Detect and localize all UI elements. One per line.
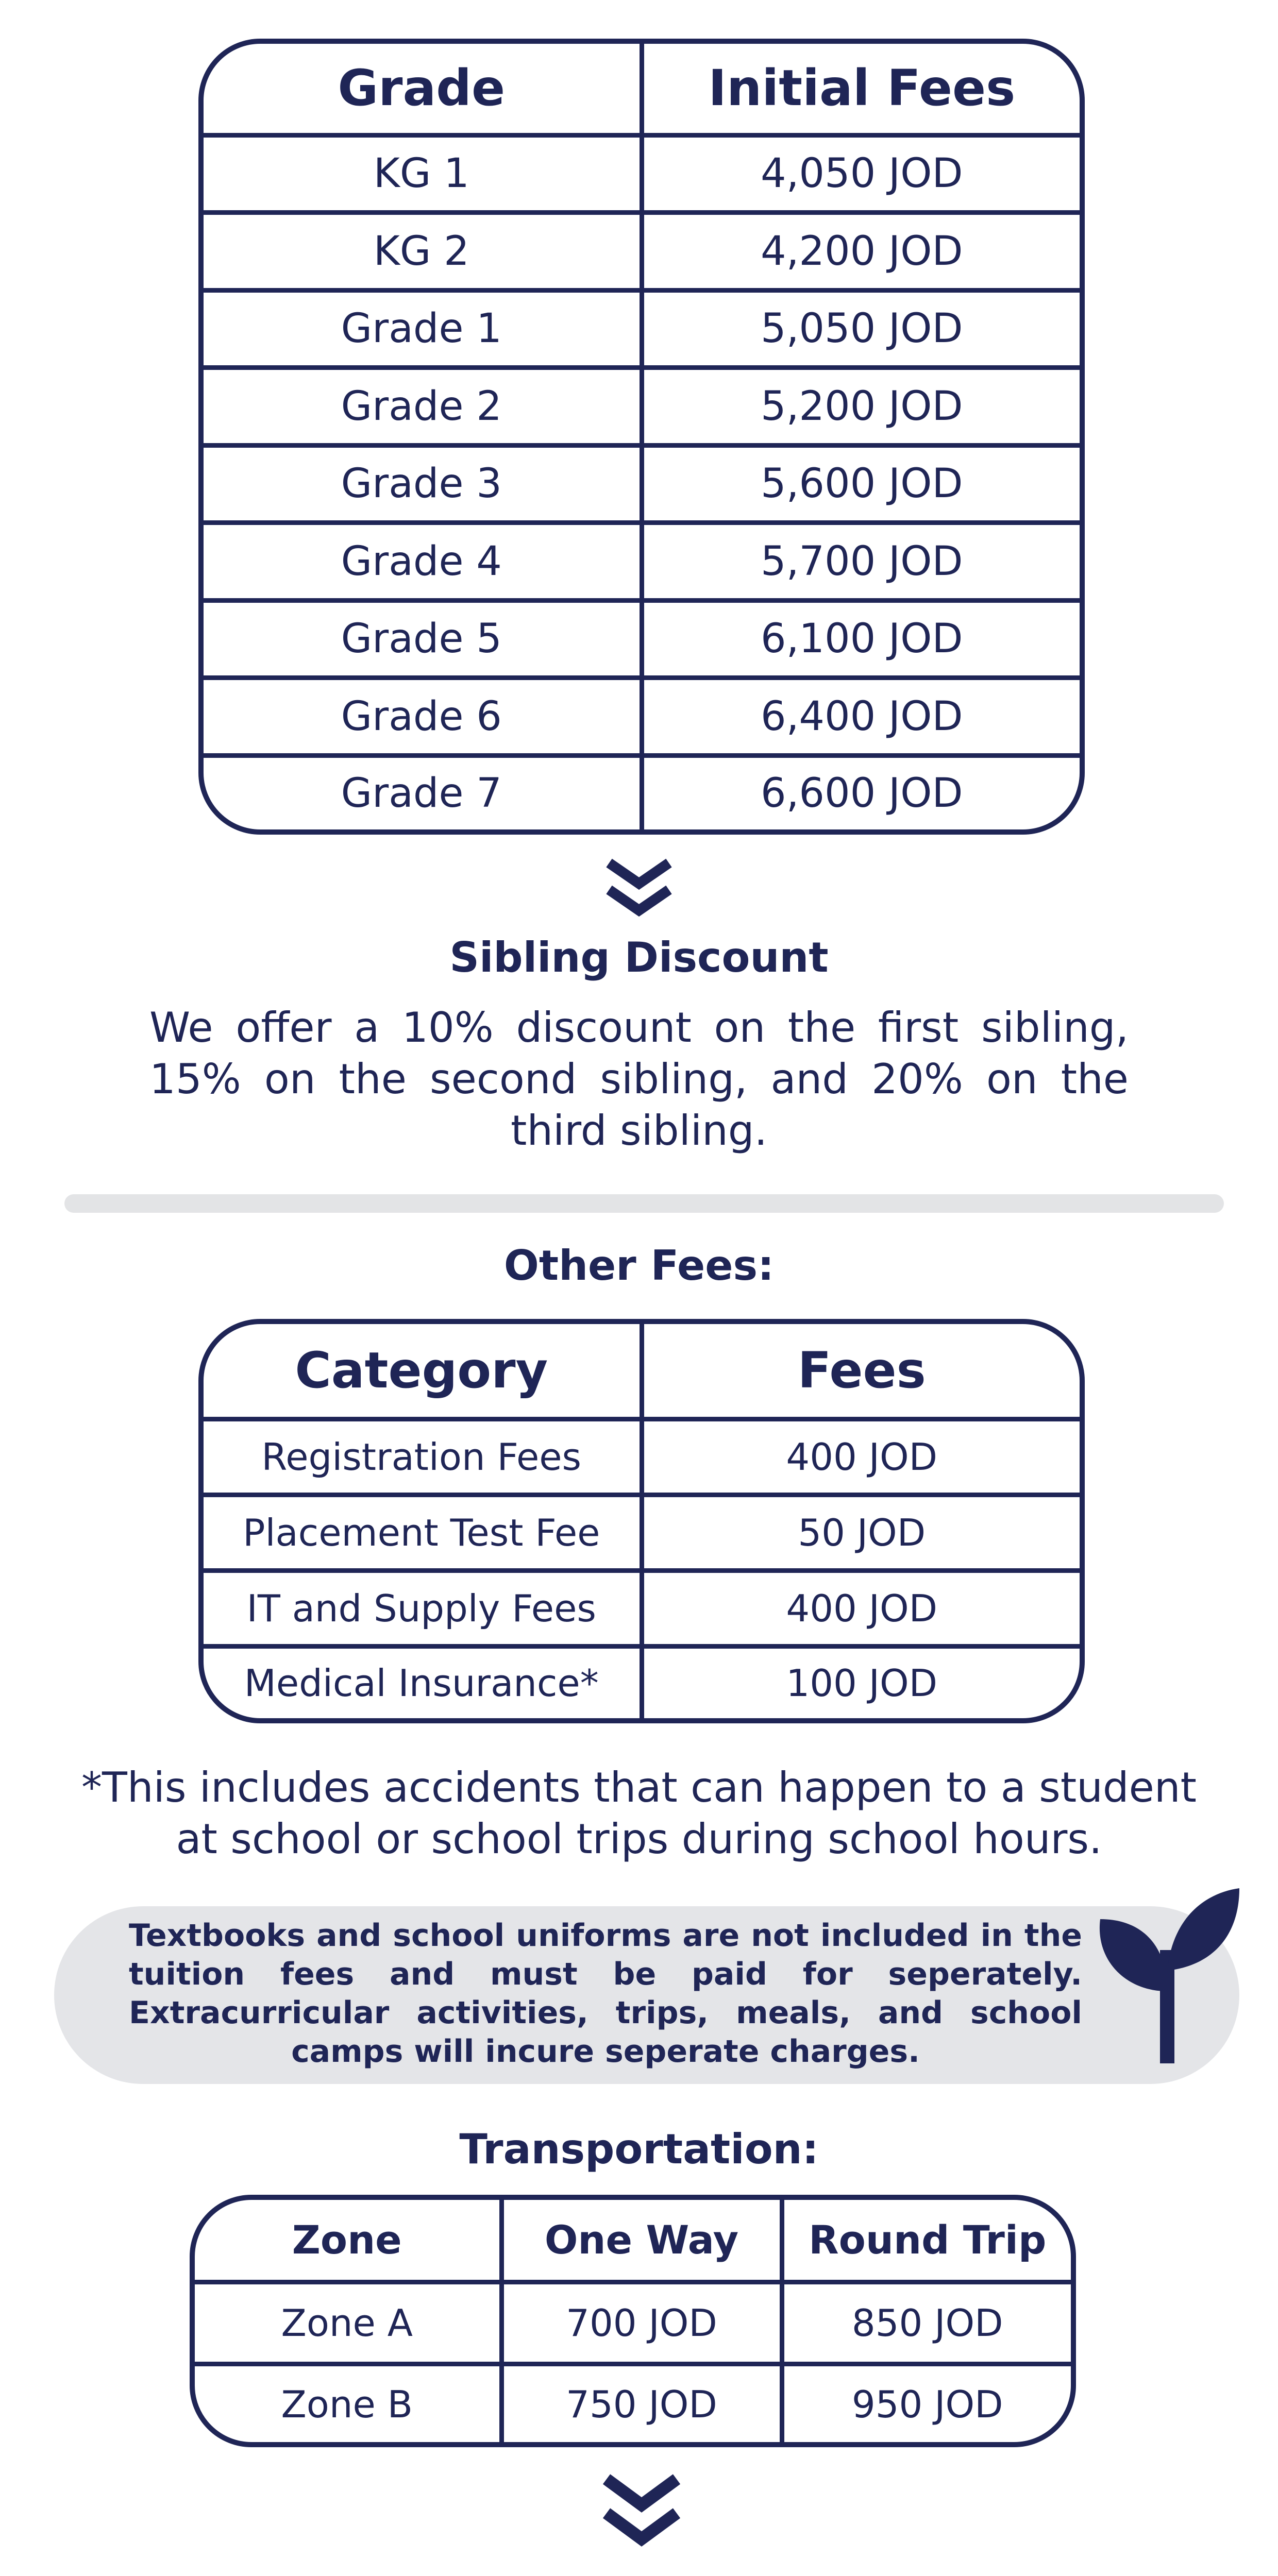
fee-cell: 6,400 JOD	[642, 678, 1080, 756]
fee-cell: 400 JOD	[642, 1570, 1080, 1646]
zone-cell: Zone A	[195, 2282, 501, 2364]
fee-cell: 4,050 JOD	[642, 135, 1080, 213]
column-header-fees: Fees	[642, 1324, 1080, 1419]
table-row	[204, 600, 1080, 678]
category-cell: Medical Insurance*	[244, 1662, 599, 1705]
table-row	[195, 2282, 1071, 2364]
table-header-row	[204, 44, 1080, 135]
note-text: Textbooks and school uniforms are not included in the tuition fees and must be paid for seperately. Extracurricular activities, trips, meals, and school camps will incure seperate charges.	[129, 1918, 1082, 2070]
grade-cell: Grade 2	[204, 368, 642, 446]
zone-cell: Zone B	[281, 2382, 413, 2426]
table-header-row	[195, 2200, 1071, 2282]
fee-cell: 400 JOD	[642, 1419, 1080, 1495]
grade-cell: Grade 7	[341, 770, 502, 817]
table-row	[204, 135, 1080, 213]
table-row	[204, 1419, 1080, 1495]
fee-cell: 5,050 JOD	[642, 290, 1080, 368]
table-row	[204, 1570, 1080, 1646]
fee-cell: 6,100 JOD	[642, 600, 1080, 678]
table-row	[204, 523, 1080, 601]
section-divider	[64, 1194, 1224, 1213]
table-row	[204, 445, 1080, 523]
grade-cell: KG 2	[204, 213, 642, 291]
double-chevron-down-icon	[600, 2473, 683, 2550]
sibling-discount-text: We offer a 10% discount on the first sibling, 15% on the second sibling, and 20% on the third sibling.	[149, 1004, 1129, 1155]
tuition-fees-table	[198, 39, 1085, 835]
table-header-row	[204, 1324, 1080, 1419]
fee-cell: 50 JOD	[642, 1495, 1080, 1570]
column-header-zone: Zone	[195, 2200, 501, 2282]
transportation-table	[190, 2195, 1076, 2447]
sibling-discount-title: Sibling Discount	[449, 934, 829, 981]
category-cell: IT and Supply Fees	[204, 1570, 642, 1646]
double-chevron-down-icon	[603, 858, 675, 920]
grade-cell: Grade 6	[204, 678, 642, 756]
transportation-title: Transportation:	[459, 2125, 819, 2173]
table-row	[204, 1646, 1080, 1718]
leaf-icon	[1095, 1888, 1239, 2069]
fee-cell: 5,700 JOD	[642, 523, 1080, 601]
category-cell: Placement Test Fee	[204, 1495, 642, 1570]
table-row	[204, 1495, 1080, 1570]
category-cell: Registration Fees	[204, 1419, 642, 1495]
table-row	[204, 368, 1080, 446]
one-way-cell: 750 JOD	[501, 2364, 782, 2442]
fee-cell: 5,200 JOD	[642, 368, 1080, 446]
fee-cell: 6,600 JOD	[642, 755, 1080, 829]
column-header-grade: Grade	[204, 44, 642, 135]
other-fees-title: Other Fees:	[503, 1242, 775, 1290]
table-row	[204, 213, 1080, 291]
table-row	[204, 290, 1080, 368]
table-row	[204, 678, 1080, 756]
grade-cell: Grade 5	[204, 600, 642, 678]
one-way-cell: 700 JOD	[501, 2282, 782, 2364]
grade-cell: Grade 4	[204, 523, 642, 601]
grade-cell: Grade 3	[204, 445, 642, 523]
table-row	[195, 2364, 1071, 2442]
table-row	[204, 755, 1080, 829]
column-header-round-trip: Round Trip	[782, 2200, 1071, 2282]
fee-cell: 4,200 JOD	[642, 213, 1080, 291]
grade-cell: KG 1	[204, 135, 642, 213]
column-header-category: Category	[204, 1324, 642, 1419]
round-trip-cell: 950 JOD	[782, 2364, 1071, 2442]
fee-cell: 100 JOD	[642, 1646, 1080, 1718]
other-fees-table	[198, 1319, 1085, 1723]
round-trip-cell: 850 JOD	[782, 2282, 1071, 2364]
column-header-initial-fees: Initial Fees	[642, 44, 1080, 135]
grade-cell: Grade 1	[204, 290, 642, 368]
column-header-one-way: One Way	[501, 2200, 782, 2282]
fee-cell: 5,600 JOD	[642, 445, 1080, 523]
insurance-footnote: *This includes accidents that can happen to a student at school or school trips during school hours.	[81, 1764, 1197, 1863]
